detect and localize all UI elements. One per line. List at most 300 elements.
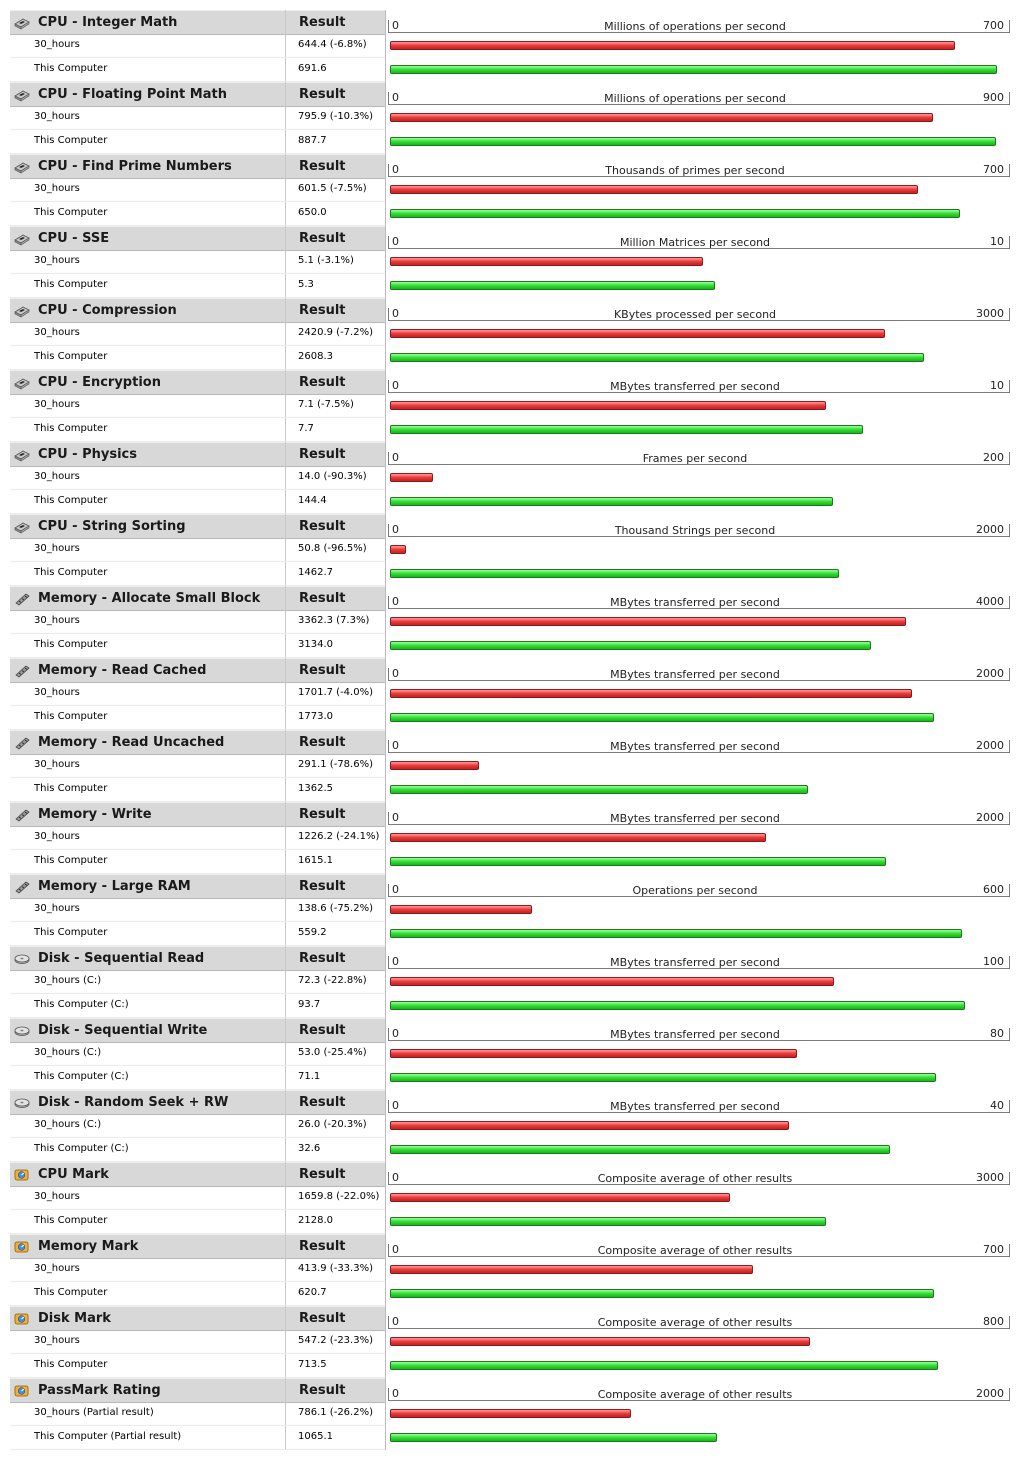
row-divider	[10, 777, 385, 778]
chart-axis	[388, 82, 1012, 105]
axis-min-label: 0	[392, 595, 399, 608]
row-value: 5.3	[298, 279, 314, 290]
benchmark-section	[0, 1162, 1026, 1234]
axis-tick	[1009, 668, 1010, 681]
row-value: 2128.0	[298, 1215, 333, 1226]
row-value: 7.1 (-7.5%)	[298, 399, 354, 410]
axis-max-label: 700	[983, 19, 1004, 32]
section-title: CPU - Encryption	[38, 375, 161, 390]
row-label: 30_hours	[34, 1191, 80, 1202]
axis-unit-label: Operations per second	[632, 884, 758, 897]
axis-unit-label: Frames per second	[642, 452, 748, 465]
this-computer-bar	[390, 641, 871, 650]
competitor-bar	[390, 1193, 730, 1202]
chart-divider	[385, 370, 386, 442]
axis-min-label: 0	[392, 1243, 399, 1256]
row-value: 3362.3 (7.3%)	[298, 615, 370, 626]
column-divider	[285, 1162, 286, 1234]
chart-divider	[385, 1306, 386, 1378]
row-label: 30_hours	[34, 111, 80, 122]
competitor-bar	[390, 185, 918, 194]
section-header	[10, 82, 385, 107]
row-label: 30_hours	[34, 399, 80, 410]
section-header	[10, 298, 385, 323]
row-label: This Computer	[34, 423, 108, 434]
benchmark-section	[0, 154, 1026, 226]
row-divider	[10, 1281, 385, 1282]
row-label: This Computer	[34, 927, 108, 938]
axis-unit-label: MBytes transferred per second	[610, 668, 780, 681]
column-divider	[285, 802, 286, 874]
row-value: 413.9 (-33.3%)	[298, 1263, 373, 1274]
axis-max-label: 700	[983, 163, 1004, 176]
section-header	[10, 946, 385, 971]
section-header	[10, 586, 385, 611]
competitor-bar	[390, 1265, 753, 1274]
row-value: 5.1 (-3.1%)	[298, 255, 354, 266]
this-computer-bar	[390, 1217, 826, 1226]
row-value: 601.5 (-7.5%)	[298, 183, 367, 194]
row-value: 7.7	[298, 423, 314, 434]
axis-tick	[1009, 236, 1010, 249]
result-column-header: Result	[299, 1167, 346, 1182]
section-title: CPU - Integer Math	[38, 15, 178, 30]
column-divider	[285, 298, 286, 370]
axis-min-label: 0	[392, 307, 399, 320]
result-column-header: Result	[299, 1383, 346, 1398]
this-computer-bar	[390, 1145, 890, 1154]
row-value: 50.8 (-96.5%)	[298, 543, 367, 554]
result-column-header: Result	[299, 663, 346, 678]
section-title: Memory - Read Uncached	[38, 735, 225, 750]
section-title: CPU - Find Prime Numbers	[38, 159, 232, 174]
section-header	[10, 658, 385, 683]
axis-unit-label: MBytes transferred per second	[610, 380, 780, 393]
section-header	[10, 370, 385, 395]
row-divider	[10, 705, 385, 706]
section-header	[10, 1090, 385, 1115]
row-value: 2608.3	[298, 351, 333, 362]
chart-axis	[388, 586, 1012, 609]
row-value: 144.4	[298, 495, 327, 506]
this-computer-bar	[390, 1073, 936, 1082]
section-title: Disk - Sequential Write	[38, 1023, 208, 1038]
section-header	[10, 1306, 385, 1331]
benchmark-section	[0, 514, 1026, 586]
row-label: This Computer	[34, 1359, 108, 1370]
row-value: 1226.2 (-24.1%)	[298, 831, 380, 842]
column-divider	[285, 1018, 286, 1090]
competitor-bar	[390, 905, 532, 914]
cpu-chip-icon	[14, 87, 30, 101]
row-value: 72.3 (-22.8%)	[298, 975, 367, 986]
row-label: This Computer (C:)	[34, 1071, 129, 1082]
axis-max-label: 40	[990, 1099, 1004, 1112]
row-label: This Computer	[34, 1215, 108, 1226]
this-computer-bar	[390, 65, 997, 74]
benchmark-section	[0, 1234, 1026, 1306]
axis-min-label: 0	[392, 235, 399, 248]
competitor-bar	[390, 689, 912, 698]
cpu-chip-icon	[14, 159, 30, 173]
mark-gauge-icon	[14, 1167, 30, 1181]
benchmark-section	[0, 370, 1026, 442]
benchmark-section	[0, 10, 1026, 82]
axis-tick	[1009, 1028, 1010, 1041]
section-title: Memory - Large RAM	[38, 879, 191, 894]
chart-divider	[385, 1018, 386, 1090]
mark-gauge-icon	[14, 1383, 30, 1397]
row-label: This Computer	[34, 855, 108, 866]
section-title: CPU - Physics	[38, 447, 137, 462]
row-value: 650.0	[298, 207, 327, 218]
axis-max-label: 2000	[976, 1387, 1004, 1400]
competitor-bar	[390, 1049, 797, 1058]
section-title: CPU - Floating Point Math	[38, 87, 227, 102]
axis-min-label: 0	[392, 523, 399, 536]
cpu-chip-icon	[14, 447, 30, 461]
axis-unit-label: Millions of operations per second	[604, 20, 786, 33]
row-label: 30_hours (Partial result)	[34, 1407, 154, 1418]
row-label: This Computer (Partial result)	[34, 1431, 182, 1442]
row-label: This Computer	[34, 279, 108, 290]
chart-divider	[385, 1090, 386, 1162]
chart-axis	[388, 1018, 1012, 1041]
row-value: 2420.9 (-7.2%)	[298, 327, 373, 338]
section-header	[10, 802, 385, 827]
competitor-bar	[390, 545, 406, 554]
axis-unit-label: Composite average of other results	[597, 1316, 793, 1329]
chart-divider	[385, 514, 386, 586]
column-divider	[285, 226, 286, 298]
axis-min-label: 0	[392, 91, 399, 104]
section-title: CPU - Compression	[38, 303, 177, 318]
section-header	[10, 1162, 385, 1187]
chart-divider	[385, 82, 386, 154]
row-divider	[10, 633, 385, 634]
row-value: 620.7	[298, 1287, 327, 1298]
chart-divider	[385, 154, 386, 226]
axis-tick	[1009, 524, 1010, 537]
benchmark-section	[0, 1306, 1026, 1378]
axis-tick	[1009, 1316, 1010, 1329]
result-column-header: Result	[299, 231, 346, 246]
row-divider	[10, 273, 385, 274]
axis-max-label: 700	[983, 1243, 1004, 1256]
row-label: This Computer	[34, 207, 108, 218]
axis-unit-label: Millions of operations per second	[604, 92, 786, 105]
result-column-header: Result	[299, 591, 346, 606]
section-header	[10, 874, 385, 899]
axis-unit-label: MBytes transferred per second	[610, 740, 780, 753]
column-divider	[285, 514, 286, 586]
row-value: 14.0 (-90.3%)	[298, 471, 367, 482]
row-value: 26.0 (-20.3%)	[298, 1119, 367, 1130]
axis-min-label: 0	[392, 739, 399, 752]
axis-max-label: 900	[983, 91, 1004, 104]
competitor-bar	[390, 329, 885, 338]
row-label: 30_hours	[34, 543, 80, 554]
this-computer-bar	[390, 1001, 965, 1010]
benchmark-section	[0, 874, 1026, 946]
axis-max-label: 3000	[976, 1171, 1004, 1184]
row-divider	[10, 849, 385, 850]
section-title: CPU - SSE	[38, 231, 110, 246]
chart-axis	[388, 514, 1012, 537]
memory-stick-icon	[14, 807, 30, 821]
row-value: 887.7	[298, 135, 327, 146]
section-header	[10, 226, 385, 251]
section-title: Disk - Sequential Read	[38, 951, 205, 966]
disk-drive-icon	[14, 951, 30, 965]
chart-divider	[385, 1234, 386, 1306]
column-divider	[285, 1306, 286, 1378]
axis-max-label: 600	[983, 883, 1004, 896]
row-label: This Computer (C:)	[34, 1143, 129, 1154]
row-divider	[10, 129, 385, 130]
row-divider	[10, 489, 385, 490]
benchmark-section	[0, 802, 1026, 874]
chart-divider	[385, 298, 386, 370]
chart-divider	[385, 730, 386, 802]
row-label: 30_hours (C:)	[34, 1047, 102, 1058]
row-divider	[10, 57, 385, 58]
section-title: Memory - Write	[38, 807, 152, 822]
axis-min-label: 0	[392, 667, 399, 680]
axis-unit-label: MBytes transferred per second	[610, 956, 780, 969]
column-divider	[285, 586, 286, 658]
axis-tick	[1009, 884, 1010, 897]
axis-min-label: 0	[392, 1027, 399, 1040]
competitor-bar	[390, 113, 933, 122]
column-divider	[285, 874, 286, 946]
result-column-header: Result	[299, 807, 346, 822]
row-divider	[10, 345, 385, 346]
benchmark-section	[0, 442, 1026, 514]
cpu-chip-icon	[14, 231, 30, 245]
this-computer-bar	[390, 425, 863, 434]
row-value: 1065.1	[298, 1431, 333, 1442]
this-computer-bar	[390, 137, 996, 146]
axis-tick	[1009, 20, 1010, 33]
row-value: 93.7	[298, 999, 321, 1010]
axis-min-label: 0	[392, 1171, 399, 1184]
column-divider	[285, 10, 286, 82]
this-computer-bar	[390, 929, 962, 938]
axis-tick	[1009, 1100, 1010, 1113]
row-value: 795.9 (-10.3%)	[298, 111, 373, 122]
axis-max-label: 2000	[976, 739, 1004, 752]
axis-max-label: 800	[983, 1315, 1004, 1328]
result-column-header: Result	[299, 1095, 346, 1110]
competitor-bar	[390, 1337, 810, 1346]
row-value: 786.1 (-26.2%)	[298, 1407, 373, 1418]
row-label: This Computer	[34, 1287, 108, 1298]
chart-divider	[385, 1378, 386, 1450]
row-label: 30_hours	[34, 327, 80, 338]
cpu-chip-icon	[14, 303, 30, 317]
axis-max-label: 200	[983, 451, 1004, 464]
column-divider	[285, 154, 286, 226]
row-divider	[10, 1137, 385, 1138]
row-label: This Computer	[34, 63, 108, 74]
axis-min-label: 0	[392, 1387, 399, 1400]
chart-divider	[385, 10, 386, 82]
competitor-bar	[390, 1121, 789, 1130]
section-header	[10, 10, 385, 35]
row-label: 30_hours	[34, 687, 80, 698]
column-divider	[285, 1378, 286, 1450]
column-divider	[285, 658, 286, 730]
row-label: 30_hours	[34, 1263, 80, 1274]
chart-axis	[388, 442, 1012, 465]
section-header	[10, 1234, 385, 1259]
axis-min-label: 0	[392, 163, 399, 176]
axis-tick	[1009, 596, 1010, 609]
axis-max-label: 2000	[976, 667, 1004, 680]
this-computer-bar	[390, 1433, 717, 1442]
chart-axis	[388, 10, 1012, 33]
column-divider	[285, 1090, 286, 1162]
row-divider	[10, 1425, 385, 1426]
chart-axis	[388, 658, 1012, 681]
row-divider	[10, 1209, 385, 1210]
chart-divider	[385, 226, 386, 298]
axis-max-label: 4000	[976, 595, 1004, 608]
axis-max-label: 3000	[976, 307, 1004, 320]
row-label: 30_hours	[34, 615, 80, 626]
competitor-bar	[390, 473, 433, 482]
competitor-bar	[390, 1409, 631, 1418]
result-column-header: Result	[299, 1239, 346, 1254]
section-header	[10, 442, 385, 467]
this-computer-bar	[390, 569, 839, 578]
row-label: 30_hours	[34, 831, 80, 842]
benchmark-section	[0, 82, 1026, 154]
chart-axis	[388, 1162, 1012, 1185]
row-label: 30_hours	[34, 39, 80, 50]
row-label: 30_hours	[34, 255, 80, 266]
axis-min-label: 0	[392, 379, 399, 392]
axis-unit-label: Thousands of primes per second	[605, 164, 785, 177]
axis-max-label: 80	[990, 1027, 1004, 1040]
chart-axis	[388, 730, 1012, 753]
cpu-chip-icon	[14, 15, 30, 29]
row-label: This Computer	[34, 639, 108, 650]
chart-divider	[385, 442, 386, 514]
section-header	[10, 1378, 385, 1403]
chart-axis	[388, 1090, 1012, 1113]
row-divider	[10, 561, 385, 562]
chart-axis	[388, 1234, 1012, 1257]
result-column-header: Result	[299, 303, 346, 318]
row-divider	[10, 993, 385, 994]
competitor-bar	[390, 761, 479, 770]
axis-unit-label: Composite average of other results	[597, 1172, 793, 1185]
chart-axis	[388, 874, 1012, 897]
column-divider	[285, 1234, 286, 1306]
this-computer-bar	[390, 497, 833, 506]
row-label: This Computer	[34, 495, 108, 506]
axis-tick	[1009, 812, 1010, 825]
row-divider	[10, 1065, 385, 1066]
chart-axis	[388, 226, 1012, 249]
row-divider	[10, 921, 385, 922]
competitor-bar	[390, 401, 826, 410]
row-divider	[10, 201, 385, 202]
section-title: CPU - String Sorting	[38, 519, 186, 534]
chart-axis	[388, 154, 1012, 177]
column-divider	[285, 82, 286, 154]
memory-stick-icon	[14, 879, 30, 893]
this-computer-bar	[390, 209, 960, 218]
axis-max-label: 10	[990, 235, 1004, 248]
this-computer-bar	[390, 353, 924, 362]
memory-stick-icon	[14, 663, 30, 677]
axis-max-label: 100	[983, 955, 1004, 968]
row-divider	[10, 417, 385, 418]
axis-tick	[1009, 1172, 1010, 1185]
chart-divider	[385, 658, 386, 730]
axis-unit-label: MBytes transferred per second	[610, 596, 780, 609]
axis-tick	[1009, 452, 1010, 465]
section-title: Disk Mark	[38, 1311, 111, 1326]
chart-axis	[388, 946, 1012, 969]
competitor-bar	[390, 617, 906, 626]
chart-divider	[385, 874, 386, 946]
chart-divider	[385, 586, 386, 658]
competitor-bar	[390, 833, 766, 842]
row-label: 30_hours (C:)	[34, 975, 102, 986]
result-column-header: Result	[299, 447, 346, 462]
axis-tick	[1009, 380, 1010, 393]
section-title: Memory Mark	[38, 1239, 139, 1254]
chart-divider	[385, 1162, 386, 1234]
row-label: This Computer	[34, 351, 108, 362]
section-header	[10, 1018, 385, 1043]
column-divider	[285, 730, 286, 802]
mark-gauge-icon	[14, 1311, 30, 1325]
row-label: This Computer (C:)	[34, 999, 129, 1010]
memory-stick-icon	[14, 591, 30, 605]
this-computer-bar	[390, 857, 886, 866]
mark-gauge-icon	[14, 1239, 30, 1253]
chart-axis	[388, 1306, 1012, 1329]
row-value: 547.2 (-23.3%)	[298, 1335, 373, 1346]
axis-max-label: 2000	[976, 523, 1004, 536]
row-value: 32.6	[298, 1143, 321, 1154]
result-column-header: Result	[299, 375, 346, 390]
result-column-header: Result	[299, 1023, 346, 1038]
result-column-header: Result	[299, 1311, 346, 1326]
row-label: This Computer	[34, 135, 108, 146]
axis-min-label: 0	[392, 883, 399, 896]
competitor-bar	[390, 41, 955, 50]
row-label: 30_hours	[34, 903, 80, 914]
result-column-header: Result	[299, 951, 346, 966]
row-label: 30_hours (C:)	[34, 1119, 102, 1130]
section-header	[10, 514, 385, 539]
benchmark-section	[0, 946, 1026, 1018]
benchmark-section	[0, 1018, 1026, 1090]
axis-max-label: 2000	[976, 811, 1004, 824]
section-title: Disk - Random Seek + RW	[38, 1095, 229, 1110]
disk-drive-icon	[14, 1095, 30, 1109]
axis-unit-label: Composite average of other results	[597, 1244, 793, 1257]
axis-max-label: 10	[990, 379, 1004, 392]
row-value: 644.4 (-6.8%)	[298, 39, 367, 50]
axis-tick	[1009, 308, 1010, 321]
